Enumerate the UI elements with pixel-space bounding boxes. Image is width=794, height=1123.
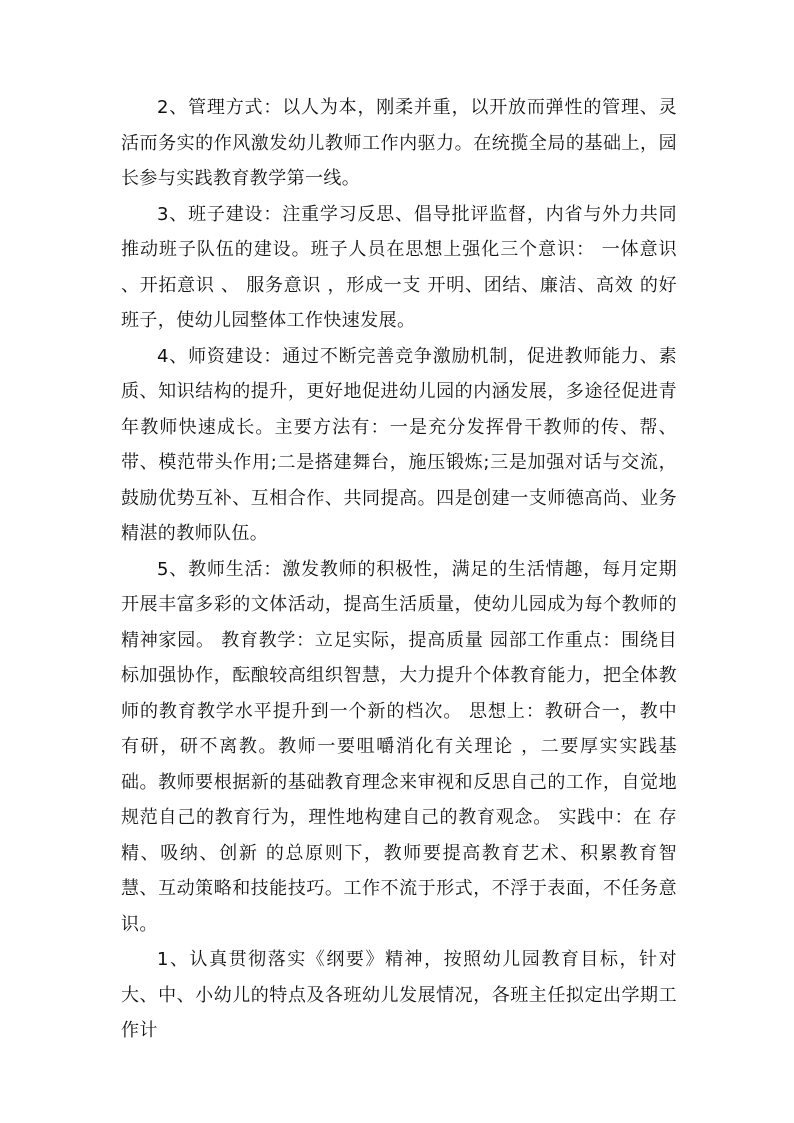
paragraph-teacher-life: 5、教师生活：激发教师的积极性，满足的生活情趣，每月定期开展丰富多彩的文体活动，提高生活质量，使幼儿园成为每个教师的精神家园。 教育教学：立足实际，提高质量 园部工作重点：围绕目标加强协作，酝酿较高组织智慧，大力提升个体教育能力，把全体教师的教育教学水平提升到一个新的档次。 思想上：教研合一，教中有研，研不离教。教师一要咀嚼消化有关理论 ，二要厚实实践基础。教师要根据新的基础教育理念来审视和反思自己的工作，自觉地规范自己的教育行为，理性地构建自己的教育观念。 实践中：在 存精、吸纳、创新 的总原则下，教师要提高教育艺术、积累教育智慧、互动策略和技能技巧。工作不流于形式，不浮于表面，不任务意识。 (121, 558, 677, 935)
paragraph-leadership-team: 3、班子建设：注重学习反思、倡导批评监督，内省与外力共同推动班子队伍的建设。班子人员在思想上强化三个意识： 一体意识 、开拓意识 、 服务意识 ，形成一支 开明、团结、廉洁、高效 的好班子，使幼儿园整体工作快速发展。 (121, 203, 677, 331)
paragraph-teacher-development: 4、师资建设：通过不断完善竞争激励机制，促进教师能力、素质、知识结构的提升，更好地促进幼儿园的内涵发展，多途径促进青年教师快速成长。主要方法有：一是充分发挥骨干教师的传、帮、带、模范带头作用;二是搭建舞台，施压锻炼;三是加强对话与交流，鼓励优势互补、互相合作、共同提高。四是创建一支师德高尚、业务精湛的教师队伍。 (121, 345, 677, 544)
paragraph-management-method: 2、管理方式：以人为本，刚柔并重，以开放而弹性的管理、灵活而务实的作风激发幼儿教师工作内驱力。在统揽全局的基础上，园长参与实践教育教学第一线。 (121, 97, 677, 189)
document-body (121, 90, 677, 1049)
paragraph-guideline-implementation: 1、认真贯彻落实《纲要》精神，按照幼儿园教育目标，针对大、中、小幼儿的特点及各班幼儿发展情况，各班主任拟定出学期工作计 (121, 949, 677, 1041)
